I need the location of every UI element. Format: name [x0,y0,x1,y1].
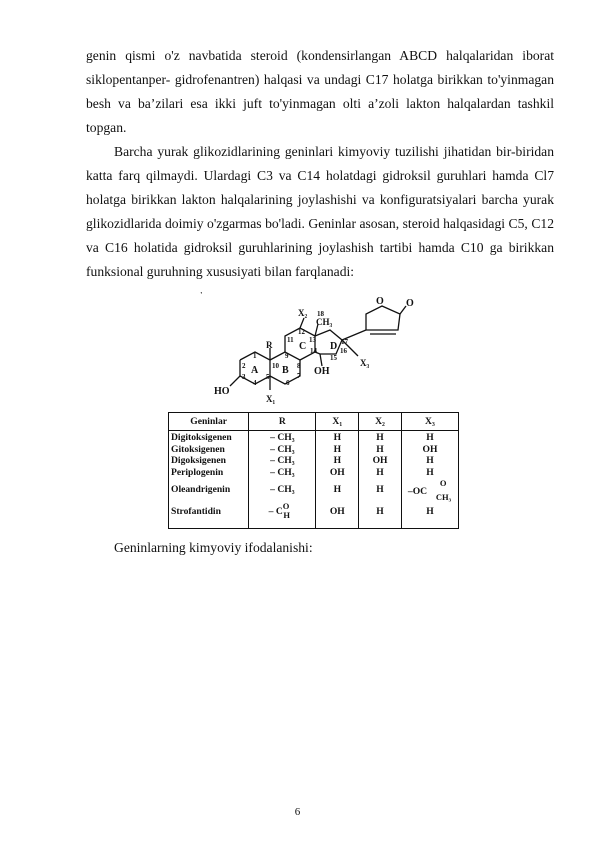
r-label: R [266,340,273,350]
table-body-row [169,431,459,529]
x3-value: H [426,506,434,517]
x2-label: X₂ [298,308,308,318]
paragraph-genins: Barcha yurak glikozidlarining geninlari kimyoviy tuzilishi jihatidan bir-biridan katta farq qilmaydi. Ulardagi C3 va C14 holatdagi gidroksil guruhlari hamda Cl7 holatga birikkan lakton halqalarining joylashishi va konfiguratsiyalari barcha yurak glikozidlarida doimiy o'zgarmas bo'ladi. Geninlar asosan, steroid halqasidagi C5, C12 va C16 holatida gidroksil guruhlarining joylashish tartibi hamda C10 ga birikkan funksional guruhning xususiyati bilan farqlanadi: [86,144,554,279]
c15-number: 15 [330,354,337,362]
x2-value: H [376,484,384,495]
x3-label: X₃ [360,358,370,368]
x3-value: OH [422,443,438,455]
r-value: – CH₃ [270,455,295,466]
c11-number: 11 [287,336,294,344]
x3-column [401,431,458,529]
x3-acetoxy-o: O [439,478,447,488]
genin-name: Digoksigenen [171,455,226,466]
x1-value: OH [329,506,345,517]
x1-value: H [333,443,342,455]
oh-label: OH [314,366,330,377]
c6-number: 6 [286,379,290,387]
c16-number: 16 [340,347,347,355]
paragraph-chemical-expression: Geninlarning kimyoviy ifodalanishi: [114,540,313,555]
r-value: – CH₃ [270,443,295,455]
x3-acetoxy-group [404,478,456,504]
ring-b-label: B [282,365,289,376]
ring-d-label: D [330,341,338,352]
c13-number: 13 [309,336,316,344]
table-header-row [169,413,459,431]
header-x1: X₁ [316,413,359,431]
genins-table [168,412,459,529]
c1-number: 1 [253,352,257,360]
c14-number: 14 [310,347,317,355]
x3-value: H [426,466,434,478]
r-value: – C [268,506,283,517]
header-x3: X₃ [401,413,458,431]
c9-number: 9 [285,352,289,360]
genin-names-column [169,431,249,529]
c12-number: 12 [298,328,305,336]
header-x2: X₂ [359,413,402,431]
ch3-label: CH₃ [316,317,333,327]
x1-value: H [333,455,342,466]
r-column [249,431,316,529]
x2-value: H [376,432,384,443]
c3-number: 3 [242,373,246,381]
x1-value: OH [329,466,345,478]
x2-value: H [376,443,384,455]
x2-column [359,431,402,529]
c10-number: 10 [272,362,279,370]
paragraph-intro: genin qismi o'z navbatida steroid (kondensirlangan ABCD halqalaridan iborat siklopentanper- gidrofenantren) halqasi va undagi C17 holatga birikkan to'yinmagan besh va ba’zilari esa ikki juft to'yinmagan olti a’zoli lakton halqalardan tashkil topgan. [86,48,554,135]
page-number: 6 [294,806,301,818]
c8-number: 8 [297,362,301,370]
lactone-o-carbonyl-label: O [406,298,414,309]
x3-value: H [426,432,434,443]
r-aldehyde-h: H [283,510,291,520]
ring-a-label: A [251,365,259,376]
genin-name: Periplogenin [171,466,224,478]
c5-number: 5 [266,373,270,381]
x3-value: H [426,455,434,466]
header-genin: Geninlar [169,413,249,431]
ring-c-label: C [299,341,307,352]
c2-number: 2 [242,362,246,370]
stray-tick-mark: ' [200,292,203,300]
ho-label: HO [214,386,230,397]
header-r: R [249,413,316,431]
r-aldehyde-group [251,501,313,520]
x2-value: OH [372,455,388,466]
r-value: – CH₃ [270,466,295,478]
genin-name: Digitoksigenen [171,432,232,443]
c4-number: 4 [253,379,257,387]
x3-acetoxy-ch3: CH₃ [435,492,452,502]
r-value: – CH₃ [270,432,295,443]
r-aldehyde-o: O [282,501,290,511]
x2-value: H [376,506,384,517]
c7-number: 7 [297,372,301,380]
genin-name: Gitoksigenen [171,443,225,455]
c17-number: 17 [341,338,348,346]
x2-value: H [376,466,384,478]
x1-value: H [333,484,342,495]
r-value: – CH₃ [270,484,295,495]
steroid-structure-diagram [200,292,440,410]
genin-name: Strofantidin [171,506,221,517]
x1-value: H [333,432,342,443]
x1-column [316,431,359,529]
c18-number: 18 [317,310,324,318]
lactone-o-ring-label: O [376,296,384,307]
genin-name: Oleandrigenin [171,484,231,495]
x3-value: –OC [407,486,428,497]
x1-label: X₁ [266,394,276,404]
